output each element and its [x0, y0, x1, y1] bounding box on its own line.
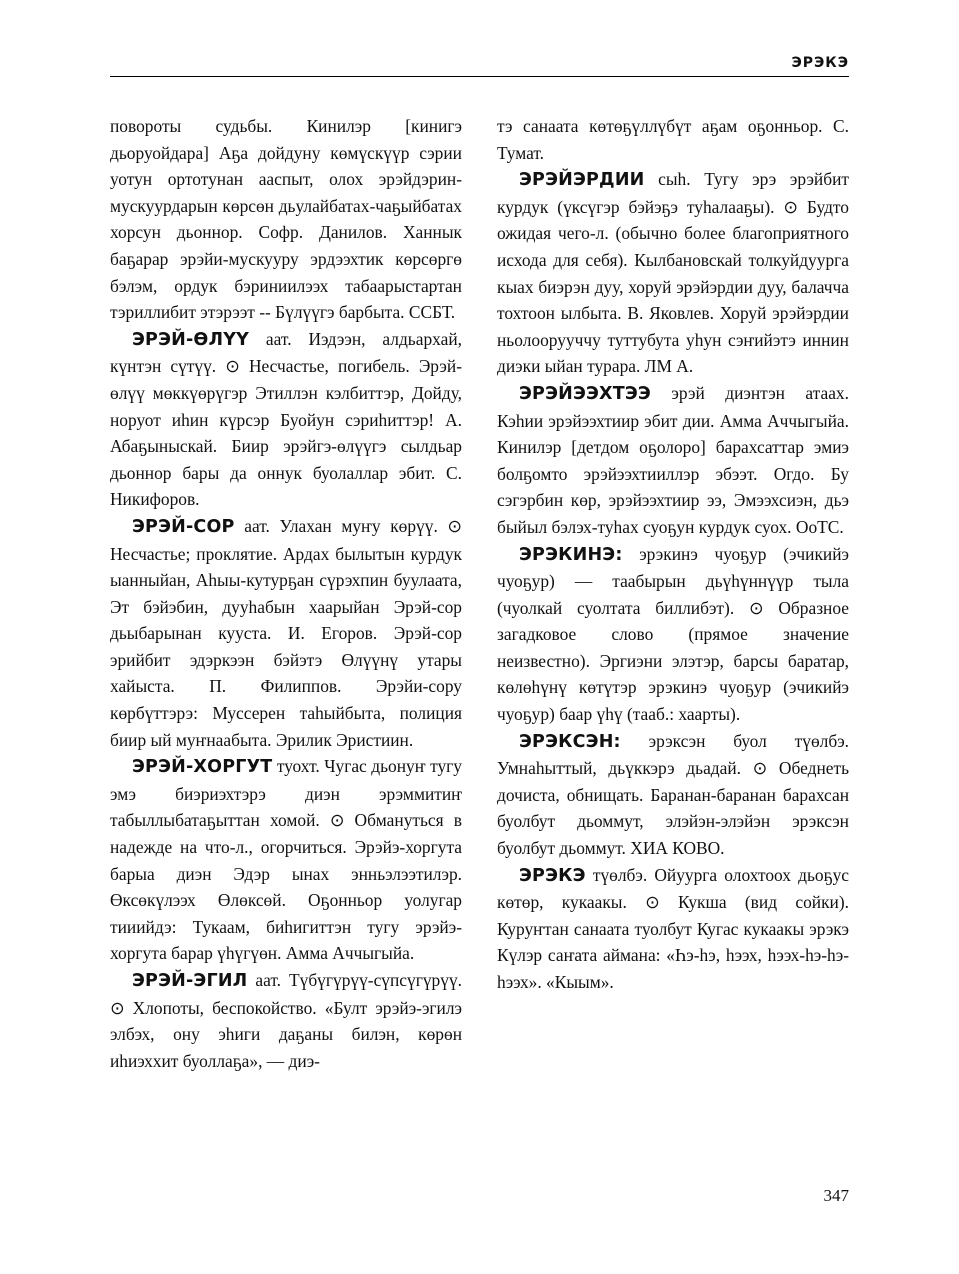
entry-headword: ЭРЭЙЭРДИИ	[519, 170, 645, 191]
dictionary-entry	[110, 513, 462, 753]
entry-text: сыһ. Тугу эрэ эрэйбит курдук (үксүгэр бэйэҕэ туһалааҕы). ⊙ Будто ожидая чего-л. (обычно более благоприятного исхода для себя). Кылбановскай толкуйдуурга кыах биэрэн дуу, хоруй эрэйэрдии дуу, балачча тохтоон ылбыта. В. Яковлев. Хоруй эрэйэрдии ньолоорууччу туттубута уһун сэҥийэтэ иннин диэки ыйан турара. ЛМ А.	[497, 169, 849, 377]
entry-headword: ЭРЭЙЭЭХТЭЭ	[519, 383, 651, 404]
entry-text: аат. Иэдээн, алдьархай, күнтэн сүтүү. ⊙ Несчастье, погибель. Эрэй-өлүү мөккүөрүгэр Этиллэн кэлбиттэр, Дойду, норуот иһин күрсэр Буойун сэриһиттэр! А. Абаҕыныскай. Биир эрэйгэ-өлүүгэ сылдьар дьоннор бары да оннук буолаллар эбит. С. Никифоров.	[110, 328, 462, 510]
dictionary-entry	[110, 326, 462, 513]
entry-headword: ЭРЭЙ-ХОРГУТ	[132, 757, 273, 778]
entry-text: эрэкинэ чуоҕур (эчикийэ чуоҕур) — таабырын дьүһүннүүр тыла (чуолкай суолтата биллибэт). ⊙ Образное загадковое слово (прямое значение неизвестно). Эргиэни элэтэр, барсы баратар, көлөһүнү көтүтэр эрэкинэ чуоҕур (эчикийэ чуоҕур) баар үһү (тааб.: хаарты).	[497, 543, 849, 725]
entry-text: тэ санаата көтөҕүллүбүт аҕам оҕонньор. С. Тумат.	[497, 116, 849, 163]
entry-headword: ЭРЭЙ-ӨЛҮҮ	[132, 329, 249, 350]
dictionary-entry	[110, 753, 462, 967]
right-column	[497, 113, 849, 996]
entry-text: түөлбэ. Ойуурга олохтоох дьоҕус көтөр, кукаакы. ⊙ Кукша (вид сойки). Куруҥтан санаата туолбут Кугас кукаакы эрэкэ Күлэр саҥата аймана: «Һэ-һэ, һээх, һээх-һэ-һэ-һээх». «Кыым».	[497, 864, 849, 992]
entry-headword: ЭРЭКЭ	[519, 865, 586, 886]
left-column	[110, 113, 462, 1074]
entry-text: эрэксэн буол түөлбэ. Умнаһыттый, дьүккэрэ дьадай. ⊙ Обеднеть дочиста, обнищать. Баранан-баранан барахсан буолбут дьоммут, элэйэн-элэйэн эрэксэн буолбут дьоммут. ХИА КОВО.	[497, 730, 849, 859]
entry-text: аат. Түбүгүрүү-сүпсүгүрүү. ⊙ Хлопоты, беспокойство. «Булт эрэйэ-эгилэ элбэх, ону эһиги даҕаны билэн, көрөн иһиэххит буоллаҕа», — диэ-	[110, 970, 462, 1071]
running-header: ЭРЭКЭ	[791, 55, 849, 71]
dictionary-entry	[497, 728, 849, 862]
page-number: 347	[823, 1186, 849, 1205]
entry-continuation	[497, 113, 849, 166]
dictionary-entry	[497, 166, 849, 380]
dictionary-entry	[110, 967, 462, 1074]
header-rule	[110, 76, 849, 77]
dictionary-entry	[497, 541, 849, 728]
entry-headword: ЭРЭКСЭН:	[519, 731, 621, 752]
entry-text: туохт. Чугас дьонуҥ тугу эмэ биэриэхтэрэ диэн эрэммитиҥ табыллыбатаҕыттан хомой. ⊙ Обмануться в надежде на что-л., огорчиться. Эрэйэ-хоргута барыа диэн Эдэр ынах энньэлээтилэр. Өксөкүлээх Өлөксөй. Оҕонньор уолугар тииийдэ: Тукаам, биһигиттэн тугу эрэйэ-хоргута барар үһүгүөн. Амма Аччыгыйа.	[110, 756, 462, 964]
dictionary-entry	[497, 862, 849, 996]
entry-text: аат. Улахан муҥу көрүү. ⊙ Несчастье; проклятие. Ардах былытын курдук ыанныйан, Аһыы-кутурҕан сүрэхпин буулаата, Эт бэйэбин, дууһабын хаарыйан Эрэй-сор дьыбарынан кууста. И. Егоров. Эрэй-сор эрийбит эдэркээн бэйэтэ Өлүүнү утары хайыста. П. Филиппов. Эрэйи-сору көрбүттэрэ: Муссерен таһыйбыта, полиция биир ый муҥнаабыта. Эрилик Эристиин.	[110, 515, 462, 750]
entry-headword: ЭРЭЙ-СОР	[132, 516, 235, 537]
entry-headword: ЭРЭКИНЭ:	[519, 544, 623, 565]
entry-text: повороты судьбы. Кинилэр [кинигэ дьоруойдара] Аҕа дойдуну көмүскүүр сэрии уотун ортотунан аaспыт, олох эрэйдэрин-мускуурдарын көрсөн дьулайбатах-чаҕыйбатах хорсун дьоннор. Софр. Данилов. Ханнык баҕарар эрэйи-мускууру эрдээхтик көрсөргө бэлэм, ордук бэриниилээх табаарыстартан тэриллибит этэрээт -- Бүлүүгэ барбыта. ССБТ.	[110, 116, 462, 323]
entry-headword: ЭРЭЙ-ЭГИЛ	[132, 971, 248, 991]
entry-text: эрэй диэнтэн атаах. Кэһии эрэйээхтиир эбит дии. Амма Аччыгыйа. Кинилэр [детдом оҕолоро] барахсаттар эмиэ болҕомто эрэйээхтииллэр эбээт. Огдо. Бу сэгэрбин көр, эрэйээхтиир ээ, Эмээхсиэн, дьэ быйыл бэлэх-туһах суоҕун курдук суох. ОоТС.	[497, 382, 849, 537]
dictionary-entry	[497, 380, 849, 541]
entry-continuation	[110, 113, 462, 326]
